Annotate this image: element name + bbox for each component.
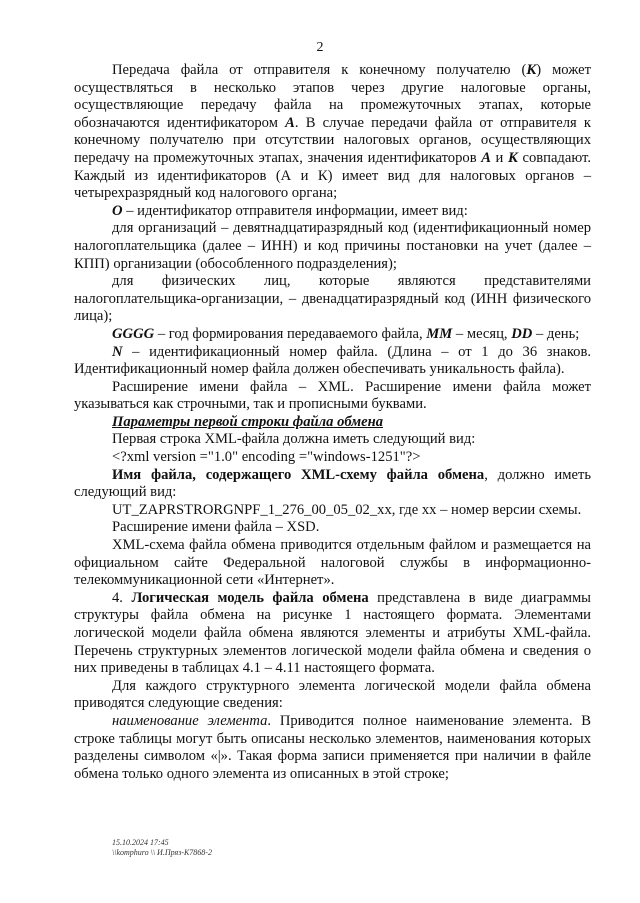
text: представлена в виде диаграммы структуры файла обмена на рисунке 1 настоящего формата. Элементами логической модели файла обмена являются элементы и атрибуты XML-файла. Перечень структурных элементов логической модели файла обмена и сведения о них приведены в таблицах 4.1 – 4.11 настоящего формата. xyxy=(74,589,591,677)
paragraph-element-info: Для каждого структурного элемента логической модели файла обмена приводятся следующие сведения: xyxy=(74,677,591,712)
footer-timestamp: 15.10.2024 17:45 xyxy=(112,838,169,847)
identifier-gggg: GGGG xyxy=(112,325,155,342)
section-heading-text: Параметры первой строки файла обмена xyxy=(112,413,384,430)
identifier-n: N xyxy=(112,343,123,360)
paragraph-sender-id xyxy=(74,203,591,221)
text: 4. xyxy=(112,589,132,606)
text: ) может осуществляться в несколько этапов через другие налоговые органы, осуществляющие передачу файла на промежуточных этапах, которые обозначаются идентификатором xyxy=(74,62,591,131)
identifier-k: К xyxy=(507,149,518,166)
text: совпадают. Каждый из идентификаторов (А и К) имеет вид для налоговых органов – четырехразрядный код налогового органа; xyxy=(74,149,591,202)
paragraph-schema-publication: XML-схема файла обмена приводится отдельным файлом и размещается на официальном сайте Федеральной налоговой службы в информационно-телекоммуникационной сети «Интернет». xyxy=(74,537,591,589)
text: и xyxy=(490,149,508,166)
paragraph-element-name xyxy=(74,713,591,783)
identifier-o: О xyxy=(112,202,123,219)
text: , должно иметь следующий вид: xyxy=(74,466,591,501)
text: – день; xyxy=(532,325,580,342)
text: – идентификатор отправителя информации, имеет вид: xyxy=(122,202,468,219)
paragraph-date-codes xyxy=(74,326,591,344)
text: Передача файла от отправителя к конечному получателю ( xyxy=(112,62,527,78)
text: – идентификационный номер файла. (Длина – от 1 до 36 знаков. Идентификационный номер файла должен обеспечивать уникальность файла). xyxy=(74,343,591,378)
text: . Приводится полное наименование элемента. В строке таблицы могут быть описаны несколько элементов, наименования которых разделены символом «|». Такая форма записи применяется при наличии в файле обмена только одного элемента из описанных в этой строке; xyxy=(74,712,591,782)
page-number: 2 xyxy=(316,40,324,55)
paragraph-file-number xyxy=(74,344,591,379)
paragraph-extension: Расширение имени файла – XML. Расширение имени файла может указываться как строчными, так и прописными буквами. xyxy=(74,378,591,413)
document-body xyxy=(74,62,591,783)
text: – год формирования передаваемого файла, xyxy=(154,325,427,342)
paragraph-organizations: для организаций – девятнадцатиразрядный код (идентификационный номер налогоплательщика (далее – ИНН) и код причины постановки на учет (далее – КПП) организации (обособленного подразделения); xyxy=(74,220,591,272)
section-heading xyxy=(74,414,591,432)
text: – месяц, xyxy=(452,325,512,342)
paragraph-individuals: для физических лиц, которые являются представителями налогоплательщика-организации, – двенадцатиразрядный код (ИНН физического лица); xyxy=(74,273,591,325)
paragraph-schema-name xyxy=(74,467,591,502)
identifier-a: А xyxy=(285,114,295,131)
bold-text: Имя файла, содержащего XML-схему файла обмена xyxy=(112,466,485,483)
footer-stamp xyxy=(112,838,212,858)
paragraph-logical-model xyxy=(74,590,591,678)
schema-filename: UT_ZAPRSTRORGNPF_1_276_00_05_02_xx, где хх – номер версии схемы. xyxy=(112,501,582,518)
paragraph-file-transfer xyxy=(74,62,591,203)
footer-path: \\komphuro \\ И.Пряз-К7868-2 xyxy=(112,848,212,857)
bold-text: Логическая модель файла обмена xyxy=(131,589,369,606)
text: . В случае передачи файла от отправителя к конечному получателю при отсутствии налоговых органов, осуществляющих передачу на промежуточных этапах, значения идентификаторов xyxy=(74,114,591,166)
identifier-dd: DD xyxy=(511,325,533,342)
identifier-mm: ММ xyxy=(426,325,453,342)
identifier-a: А xyxy=(481,149,491,166)
paragraph-first-line: Первая строка XML-файла должна иметь следующий вид: xyxy=(112,431,476,448)
italic-text: наименование элемента xyxy=(112,712,268,729)
paragraph-schema-extension: Расширение имени файла – XSD. xyxy=(112,519,320,536)
xml-declaration: <?xml version ="1.0" encoding ="windows-1251"?> xyxy=(112,449,421,466)
identifier-k: К xyxy=(526,62,537,78)
